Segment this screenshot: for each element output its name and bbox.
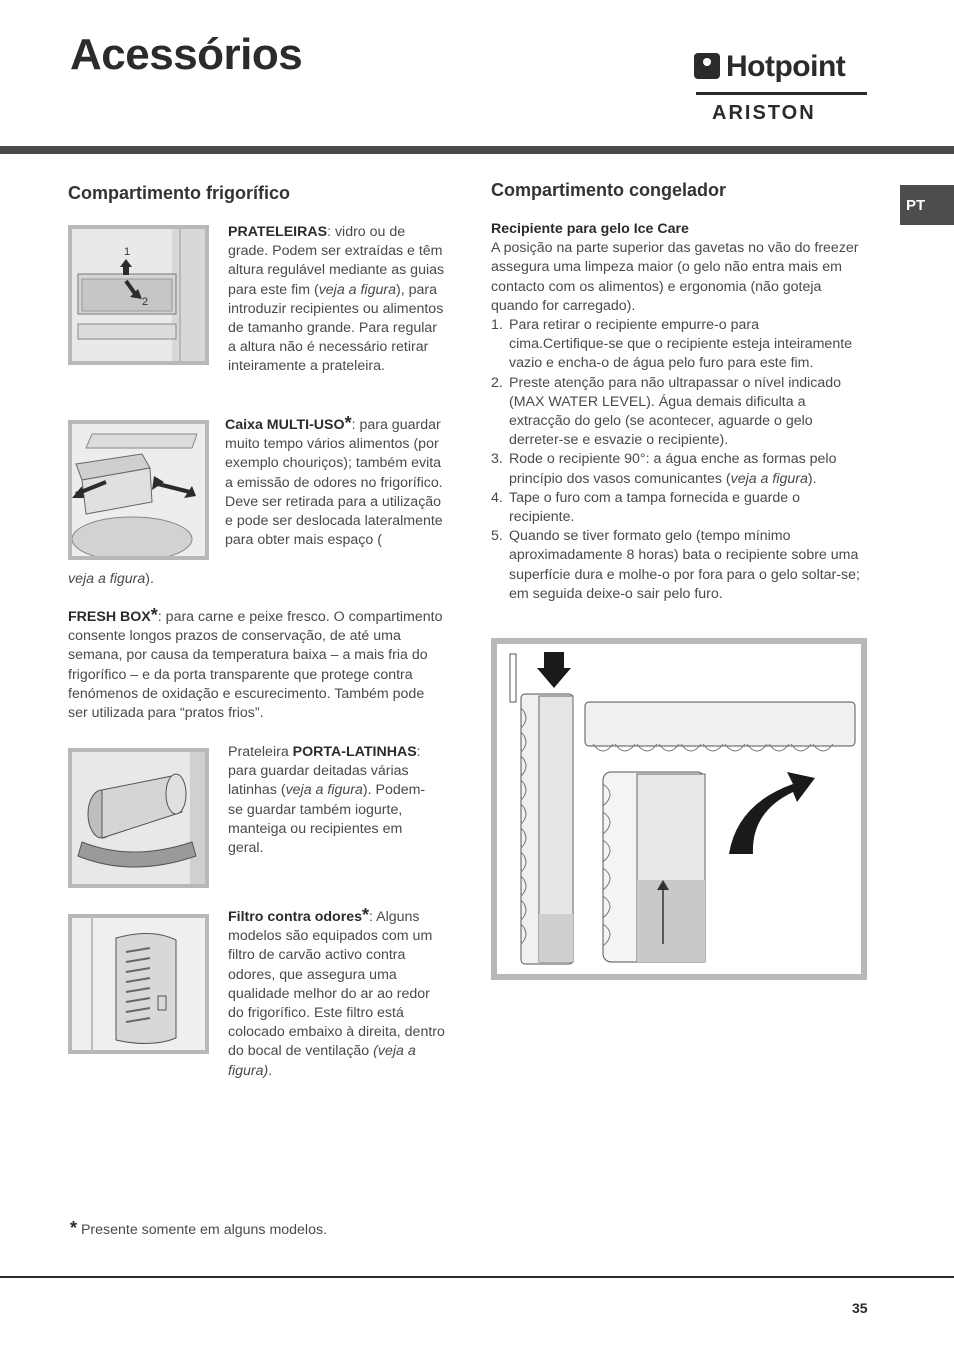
- ice-care-intro: A posição na parte superior das gavetas no vão do freezer assegura uma limpeza maior (o gelo não entra mais em contacto com os alimentos) e ergonomia (não goteja quando for carregado).: [491, 240, 859, 314]
- odour-filter-text-1: : Alguns modelos são equipados com um filtro de carvão activo contra odores, que assegura uma qualidade melhor do ar ao redor do frigorífico. Este filtro está colocado embaixo à direita, dentro do bocal de ventilação: [228, 909, 445, 1060]
- ice-care-title: Recipiente para gelo Ice Care: [491, 221, 689, 237]
- odour-filter-figure-ref: (veja a figura): [228, 1043, 416, 1079]
- shelves-illustration: [72, 229, 205, 361]
- multi-box-star: *: [344, 413, 352, 433]
- page-number: 35: [852, 1300, 868, 1316]
- footer-divider: [0, 1276, 954, 1278]
- multi-box-text-1: : para guardar muito tempo vários alimentos (por exemplo chouriços); também evita a emissão de odores no frigorífico. Deve ser retirada para a utilização e pode ser deslocada lateralmente para obter mais espaço (: [225, 417, 443, 549]
- brand-name: Hotpoint: [726, 50, 846, 83]
- section-heading-freezer: Compartimento congelador: [491, 180, 727, 200]
- step-number: 3.: [491, 451, 503, 468]
- odour-filter-star: *: [362, 905, 370, 925]
- can-rack-figure-ref: veja a figura: [285, 782, 363, 799]
- step-text: Tape o furo com a tampa fornecida e guarde o recipiente.: [509, 489, 801, 526]
- odour-filter-paragraph: [228, 905, 446, 1081]
- shelves-figure-ref: veja a figura: [318, 281, 396, 298]
- step-item: [491, 489, 861, 527]
- figure-ice-container: [491, 638, 867, 980]
- shelves-text-2: ), para introduzir recipientes ou alimentos de tamanho grande. Para regular a altura não é necessário retirar inteiramente a prateleira.: [228, 281, 444, 375]
- shelves-label: PRATELEIRAS: [228, 224, 328, 240]
- brand-divider: [696, 92, 867, 95]
- step-number: 1.: [491, 317, 503, 334]
- multi-box-paragraph: [225, 413, 447, 550]
- multi-box-illustration: [72, 424, 205, 556]
- brand-logo: [694, 50, 869, 126]
- figure-multi-box: [68, 420, 209, 560]
- can-rack-label: PORTA-LATINHAS: [292, 744, 417, 760]
- can-rack-paragraph: [228, 743, 438, 858]
- multi-box-continuation: [68, 570, 448, 589]
- page-title: Acessórios: [70, 30, 303, 79]
- footnote-star: *: [70, 1218, 78, 1238]
- multi-box-figure-ref: veja a figura: [68, 571, 146, 587]
- can-rack-illustration: [72, 752, 205, 884]
- language-tab: PT: [900, 185, 954, 225]
- brand-mark-icon: [694, 53, 720, 79]
- figure-can-rack: [68, 748, 209, 888]
- step-text-end: ).: [807, 470, 817, 487]
- fresh-box-paragraph: [68, 605, 446, 723]
- shelves-text-1: : vidro ou de grade. Podem ser extraídas e têm altura regulável mediante as guias para este fim (: [228, 224, 445, 298]
- fresh-box-label: FRESH BOX: [68, 609, 151, 625]
- odour-filter-illustration: [72, 918, 205, 1050]
- header-divider: [0, 146, 954, 154]
- section-heading-fridge: Compartimento frigorífico: [68, 183, 291, 203]
- step-text: Para retirar o recipiente empurre-o para cima.Certifique-se que o recipiente esteja inteiramente vazio e encha-o de água pelo furo para este fim.: [509, 317, 853, 372]
- footnote: [70, 1218, 328, 1238]
- step-number: 2.: [491, 374, 503, 391]
- ice-care-block: [491, 220, 861, 604]
- step-number: 4.: [491, 489, 503, 506]
- multi-box-text-2: ).: [145, 571, 154, 587]
- step-item: [491, 316, 861, 374]
- ice-care-steps: [491, 316, 861, 604]
- can-rack-text-1: : para guardar deitadas várias latinhas (: [228, 744, 421, 799]
- shelves-paragraph: [228, 223, 446, 377]
- step-figure-ref: veja a figura: [730, 470, 808, 487]
- brand-subname: ARISTON: [712, 102, 816, 124]
- figure-shelves: [68, 225, 209, 365]
- step-text: Quando se tiver formato gelo (tempo mínimo aproximadamente 8 horas) bata o recipiente sobre uma superfície dura e molhe-o por fora para o gelo soltar-se; em seguida deixe-o sair pelo furo.: [509, 528, 860, 602]
- odour-filter-text-2: .: [268, 1062, 273, 1079]
- footnote-text: Presente somente em alguns modelos.: [77, 1222, 328, 1238]
- figure-odour-filter: [68, 914, 209, 1054]
- shelves-label-1: 1: [124, 246, 131, 258]
- shelves-label-2: 2: [142, 296, 149, 308]
- can-rack-prefix: Prateleira: [228, 744, 293, 760]
- step-text: Rode o recipiente 90°: a água enche as formas pelo princípio dos vasos comunicantes (: [509, 451, 837, 487]
- step-item: [491, 450, 861, 488]
- fresh-box-text: : para carne e peixe fresco. O compartimento consente longos prazos de conservação, de até uma semana, por causa da temperatura baixa – a mais fria do frigorífico – e da porta transparente que protege contra fenómenos de oxidação e escurecimento. Também pode ser utilizada para “pratos frios”.: [68, 609, 443, 722]
- step-item: [491, 374, 861, 451]
- multi-box-label: Caixa MULTI-USO: [225, 417, 345, 433]
- step-number: 5.: [491, 528, 503, 545]
- fresh-box-star: *: [150, 605, 158, 625]
- step-text: Preste atenção para não ultrapassar o nível indicado (MAX WATER LEVEL). Água demais dificulta a extracção do gelo (se acontecer, aguarde o gelo derreter-se e esvazie o recipiente).: [509, 374, 842, 449]
- odour-filter-label: Filtro contra odores: [228, 909, 363, 925]
- can-rack-text-2: ). Podem-se guardar também iogurte, manteiga ou recipientes em geral.: [228, 782, 426, 857]
- ice-container-illustration: [497, 644, 861, 974]
- step-item: [491, 527, 861, 604]
